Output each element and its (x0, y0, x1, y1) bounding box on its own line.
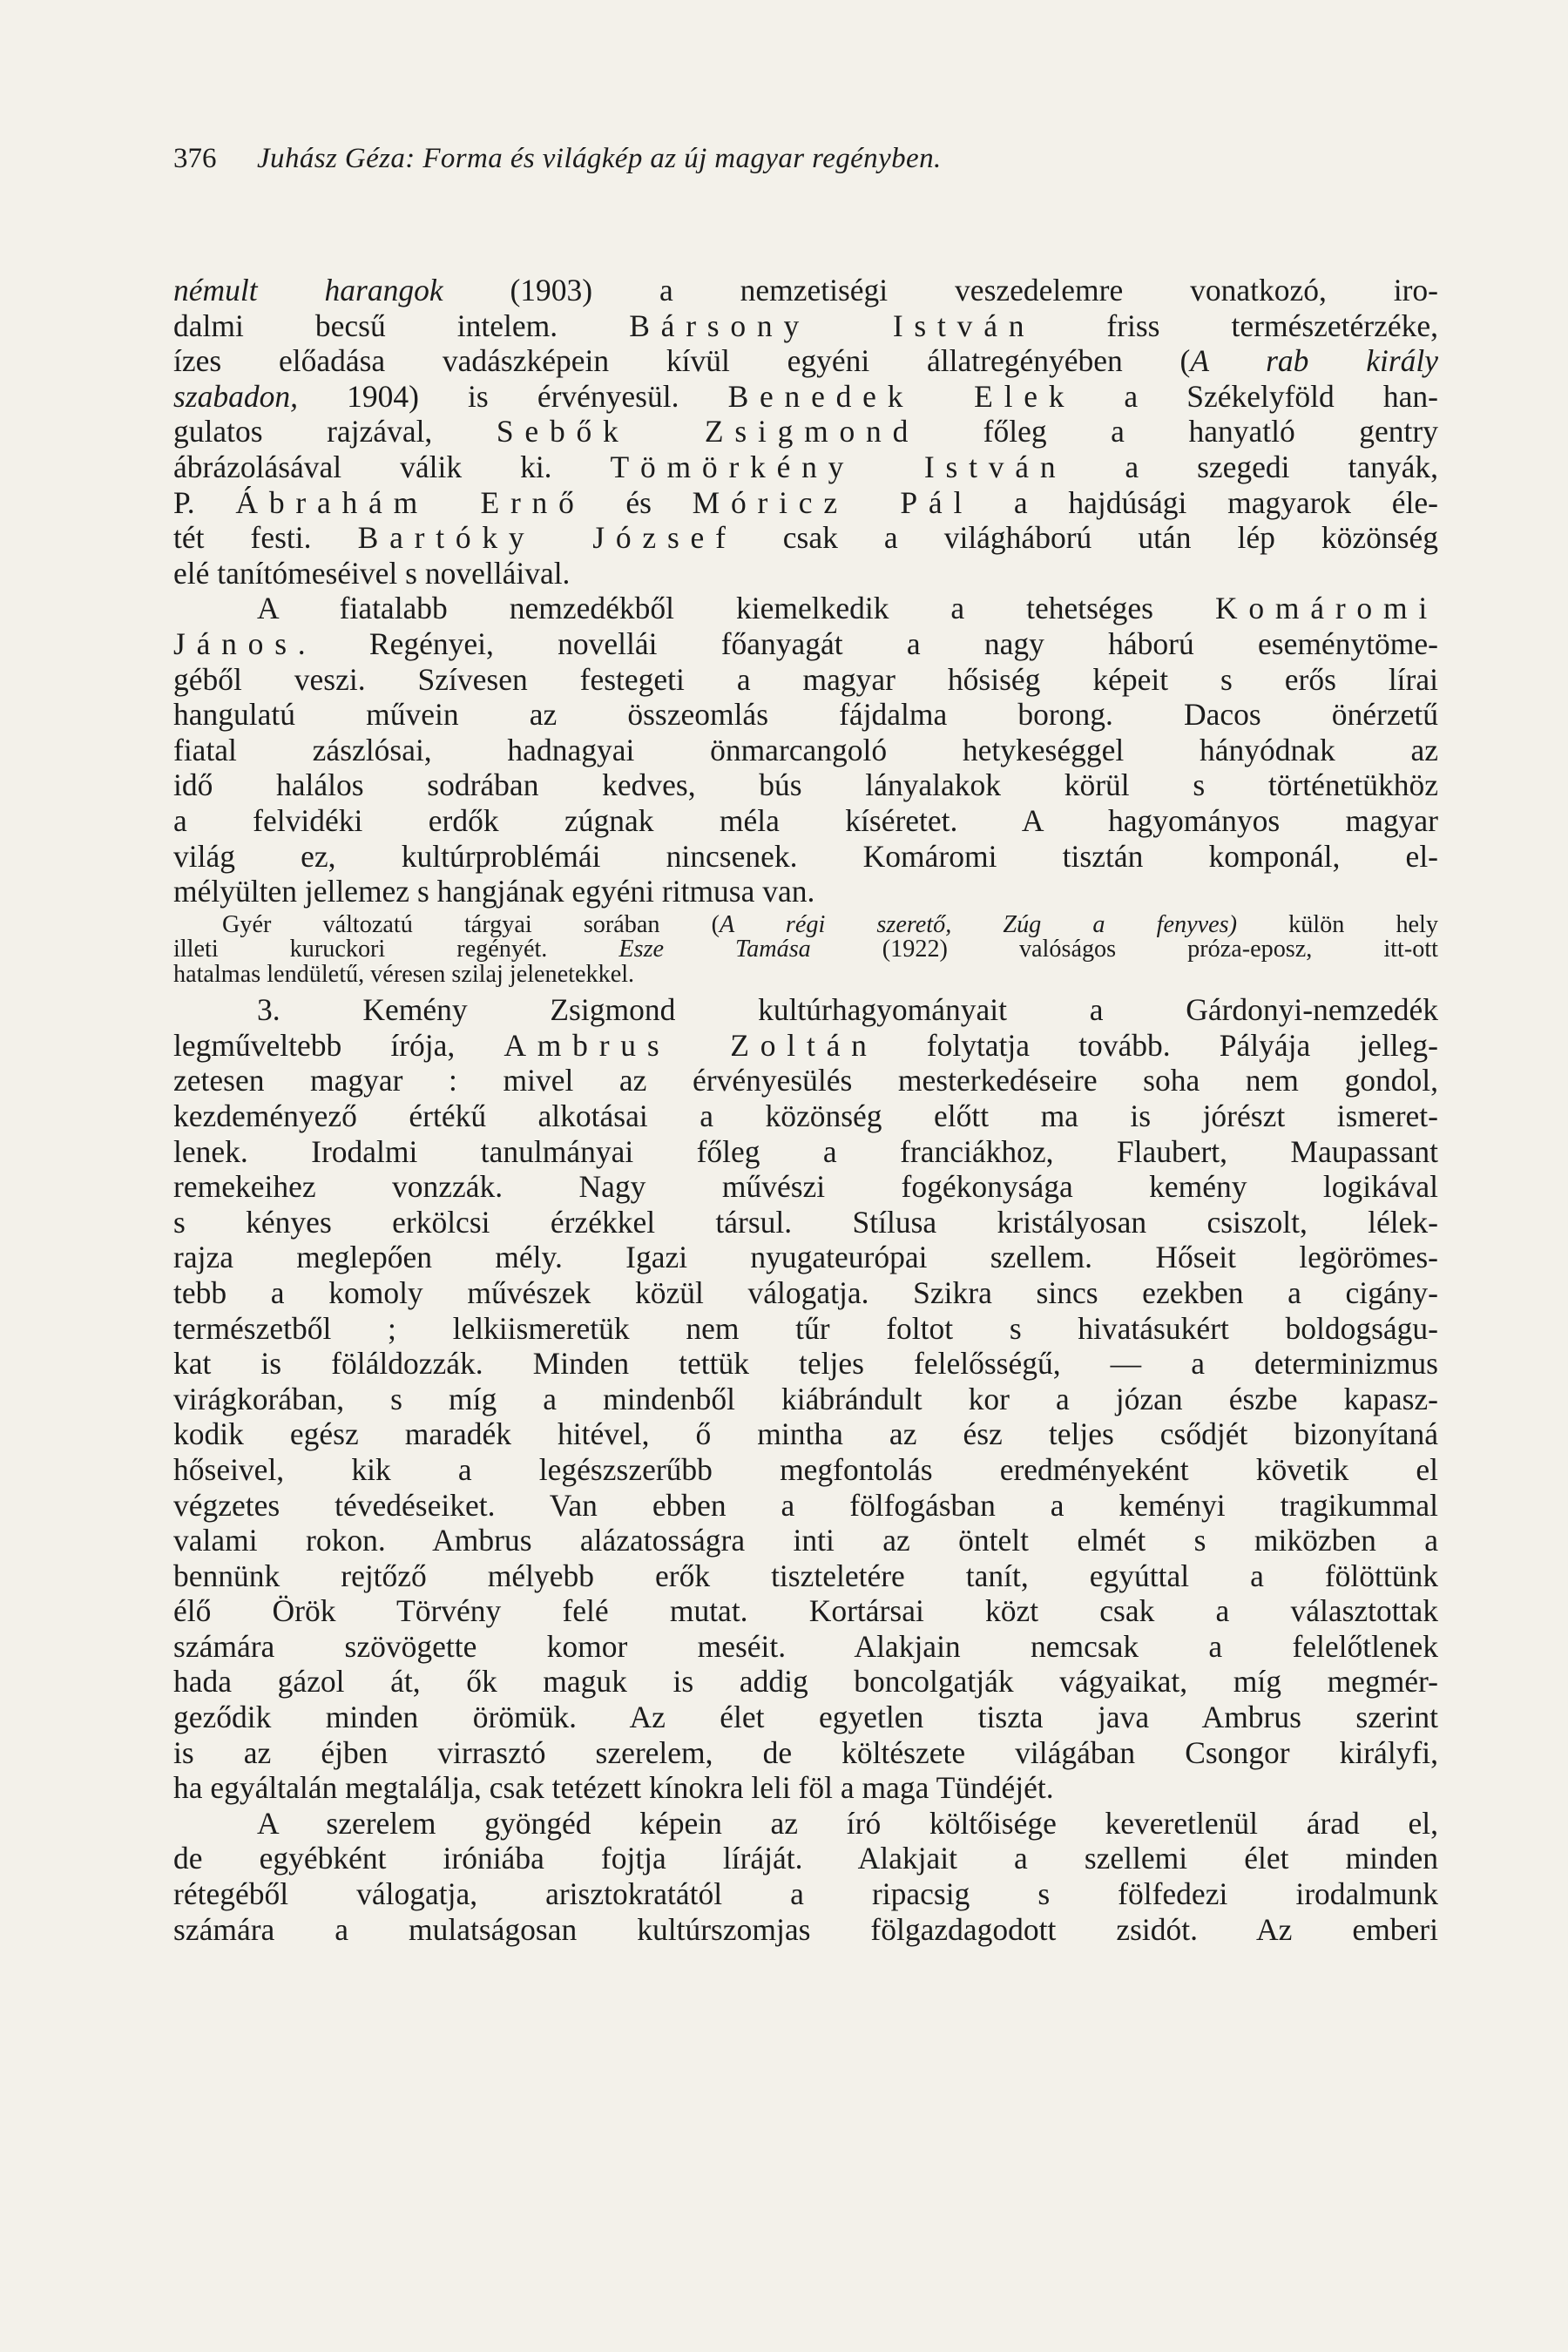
text-line: P. Ábrahám Ernő és Móricz Pál a hajdúsági magyarok éle- (173, 484, 1438, 520)
page-number: 376 (173, 143, 217, 174)
text-line: Gyér változatú tárgyai sorában (A régi szerető, Zúg a fenyves) külön hely (222, 910, 1438, 938)
text-line: szabadon, 1904) is érvényesül. Benedek Elek a Székelyföld han- (173, 378, 1438, 414)
text-line: illeti kuruckori regényét. Esze Tamása (1922) valóságos próza-eposz, itt-ott (173, 936, 1438, 963)
text-line: remekeihez vonzzák. Nagy művészi fogékonysága kemény logikával (173, 1169, 1438, 1205)
text-line: rajza meglepően mély. Igazi nyugateurópai szellem. Hőseit legörömes- (173, 1240, 1438, 1275)
text-line: számára a mulatságosan kultúrszomjas fölgazdagodott zsidót. Az emberi (173, 1911, 1438, 1947)
text-line: lenek. Irodalmi tanulmányai főleg a franciákhoz, Flaubert, Maupassant (173, 1133, 1438, 1169)
text-line: s kényes erkölcsi érzékkel társul. Stílusa kristályosan csiszolt, lélek- (173, 1204, 1438, 1240)
text-line: legműveltebb írója, Ambrus Zoltán folytatja tovább. Pályája jelleg- (173, 1027, 1438, 1063)
text-line: a felvidéki erdők zúgnak méla kíséretet. A hagyományos magyar (173, 802, 1438, 838)
text-line: élő Örök Törvény felé mutat. Kortársai közt csak a választottak (173, 1593, 1438, 1629)
text-line: 3. Kemény Zsigmond kultúrhagyományait a Gárdonyi-nemzedék (257, 992, 1438, 1028)
text-line: géből veszi. Szívesen festegeti a magyar hősiség képeit s erős lírai (173, 661, 1438, 697)
text-line: hőseivel, kik a legészszerűbb megfontolás eredményeként követik el (173, 1451, 1438, 1487)
author-name: Tömörkény István (610, 449, 1067, 484)
text-line: tebb a komoly művészek közül válogatja. Szikra sincs ezekben a cigány- (173, 1274, 1438, 1310)
body-text (173, 273, 1438, 1947)
text-line: János. Regényei, novellái főanyagát a nagy háború eseménytöme- (173, 625, 1438, 661)
author-name: Benedek Elek (727, 378, 1076, 414)
text-line: ízes előadása vadászképein kívül egyéni állatregényében (A rab király (173, 343, 1438, 379)
text-line: geződik minden örömük. Az élet egyetlen tiszta java Ambrus szerint (173, 1700, 1438, 1735)
text-line: ha egyáltalán megtalálja, csak tetézett kínokra leli föl a maga Tündéjét. (173, 1770, 1054, 1806)
paragraph-1 (173, 273, 1438, 591)
paragraph-4 (173, 1806, 1438, 1947)
running-head (173, 139, 1445, 178)
text-line: rétegéből válogatja, arisztokratától a ripacsig s fölfedezi irodalmunk (173, 1876, 1438, 1912)
author-name: Bársony István (629, 308, 1036, 343)
text-line: elé tanítómeséivel s novelláival. (173, 555, 571, 591)
text-line: fiatal zászlósai, hadnagyai önmarcangoló hetykeséggel hányódnak az (173, 732, 1438, 767)
text-line: idő halálos sodrában kedves, bús lányalakok körül s történetükhöz (173, 767, 1438, 803)
work-title: A rab király (1190, 343, 1438, 379)
text-line: is az éjben virrasztó szerelem, de költészete világában Csongor királyfi, (173, 1734, 1438, 1770)
text-line: kat is föláldozzák. Minden tettük teljes felelősségű, — a determinizmus (173, 1346, 1438, 1382)
text-line: virágkorában, s míg a mindenből kiábrándult kor a józan észbe kapasz- (173, 1381, 1438, 1416)
text-line: hatalmas lendületű, véresen szilaj jelenetekkel. (173, 960, 635, 988)
text-line: természetből ; lelkiismeretük nem tűr foltot s hivatásukért boldogságu- (173, 1310, 1438, 1346)
text-line: A szerelem gyöngéd képein az író költőisége keveretlenül árad el, (257, 1805, 1438, 1841)
text-line: de egyébként iróniába fojtja líráját. Alakjait a szellemi élet minden (173, 1841, 1438, 1876)
text-line: zetesen magyar : mivel az érvényesülés mesterkedéseire soha nem gondol, (173, 1063, 1438, 1098)
text-line: némult harangok (1903) a nemzetiségi veszedelemre vonatkozó, iro- (173, 273, 1438, 308)
small-print-note (173, 909, 1438, 993)
author-name: János (173, 625, 298, 661)
author-name: Sebők Zsigmond (496, 414, 920, 449)
author-name: Bartóky József (357, 520, 737, 556)
paragraph-3 (173, 992, 1438, 1806)
author-name: Móricz Pál (692, 484, 974, 520)
author-name: Ambrus Zoltán (504, 1027, 878, 1063)
text-line: gulatos rajzával, Sebők Zsigmond főleg a hanyatló gentry (173, 414, 1438, 449)
work-title: A régi szerető, Zúg a fenyves) (720, 910, 1237, 938)
text-line: ábrázolásával válik ki. Tömörkény István a szegedi tanyák, (173, 449, 1438, 484)
text-line: kodik egész maradék hitével, ő mintha az ész teljes csődjét bizonyítaná (173, 1416, 1438, 1452)
text-line: dalmi becsű intelem. Bársony István friss természetérzéke, (173, 308, 1438, 343)
text-line: végzetes tévedéseiket. Van ebben a fölfogásban a keményi tragikummal (173, 1487, 1438, 1523)
text-line: kezdeményező értékű alkotásai a közönség előtt ma is jórészt ismeret- (173, 1098, 1438, 1133)
author-name: Ábrahám Ernő (235, 484, 585, 520)
text-line: tét festi. Bartóky József csak a világháború után lép közönség (173, 520, 1439, 556)
text-line: valami rokon. Ambrus alázatosságra inti az öntelt elmét s miközben a (173, 1523, 1438, 1558)
text-line: bennünk rejtőző mélyebb erők tiszteletére tanít, egyúttal a fölöttünk (173, 1558, 1438, 1593)
author-name: Komáromi (1214, 591, 1438, 626)
work-title: szabadon, (173, 378, 299, 414)
text-line: A fiatalabb nemzedékből kiemelkedik a tehetséges Komáromi (257, 591, 1438, 626)
text-line: hangulatú művein az összeomlás fájdalma borong. Dacos önérzetű (173, 697, 1438, 733)
paragraph-2 (173, 591, 1438, 909)
text-line: számára szövögette komor meséit. Alakjain nemcsak a felelőtlenek (173, 1628, 1438, 1664)
work-title: Esze Tamása (618, 936, 811, 963)
text-line: mélyülten jellemez s hangjának egyéni ritmusa van. (173, 874, 815, 909)
text-line: hada gázol át, ők maguk is addig boncolgatják vágyaikat, míg megmér- (173, 1664, 1438, 1700)
text-line: világ ez, kultúrproblémái nincsenek. Komáromi tisztán komponál, el- (173, 838, 1438, 874)
running-title: Juhász Géza: Forma és világkép az új magyar regényben. (257, 143, 942, 174)
